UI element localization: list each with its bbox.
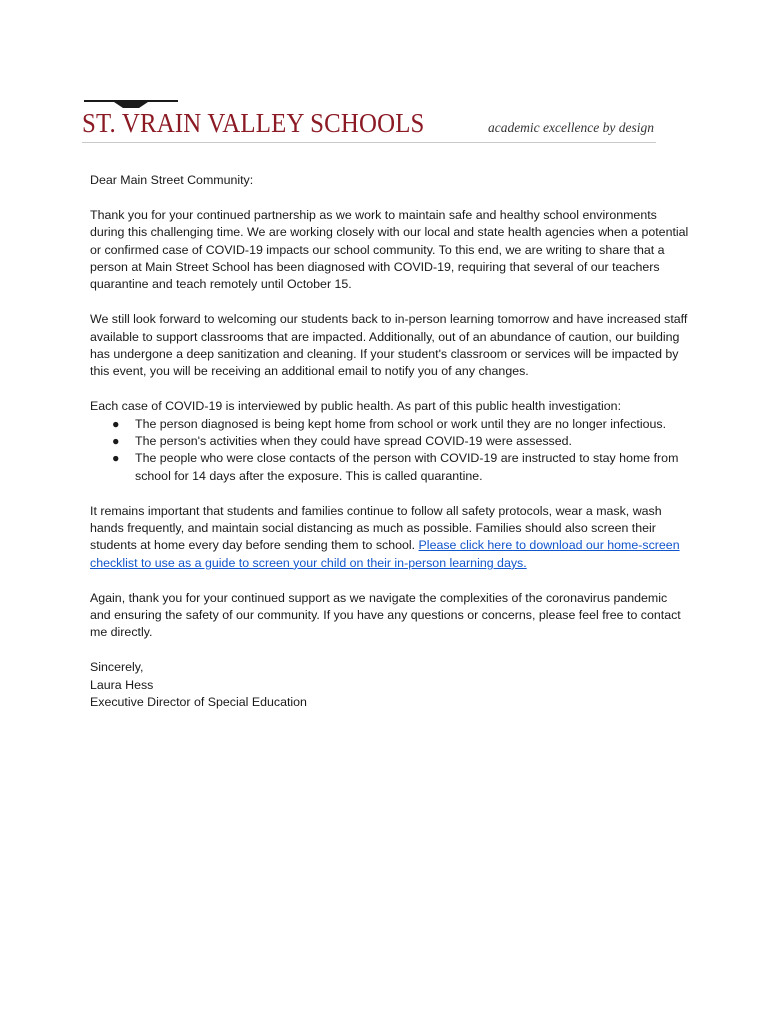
list-item-text: The person's activities when they could have spread COVID-19 were assessed.: [135, 434, 572, 449]
list-item: [90, 416, 690, 433]
letterhead-divider: [82, 142, 656, 143]
signer-name: Laura Hess: [90, 677, 154, 692]
district-tagline: academic excellence by design: [487, 120, 654, 135]
paragraph-4-text: It remains important that students and families continue to follow all safety protocols, wear a mask, wash hands frequently, and maintain social distancing as much as possible. Families should also screen their students at home every day before sending them to school.: [90, 503, 662, 553]
bullet-icon: ●: [112, 451, 120, 466]
bullet-icon: ●: [112, 434, 120, 449]
list-item-text: The people who were close contacts of the person with COVID-19 are instructed to stay home from school for 14 days after the exposure. This is called quarantine.: [135, 451, 679, 483]
letter-paragraph-4: [90, 503, 690, 573]
investigation-bullet-list: [90, 416, 690, 486]
checklist-download-link[interactable]: Please click here to download our home-screen checklist to use as a guide to screen your child on their in-person learning days.: [90, 538, 680, 570]
letter-paragraph-2: We still look forward to welcoming our students back to in-person learning tomorrow and have increased staff available to support classrooms that are impacted. Additionally, out of an abundance of caution, our building has undergone a deep sanitization and cleaning. If your student's classroom or services will be impacted by this event, you will be receiving an additional email to notify you of any changes.: [90, 312, 688, 379]
letter-greeting: Dear Main Street Community:: [90, 173, 254, 187]
letter-body: [90, 172, 690, 712]
signature-block: [90, 659, 690, 711]
closing-text: Sincerely,: [90, 660, 144, 675]
letter-paragraph-5: Again, thank you for your continued support as we navigate the complexities of the coronavirus pandemic and ensuring the safety of our community. If you have any questions or concerns, please feel free to contact me directly.: [90, 590, 681, 640]
signer-title: Executive Director of Special Education: [90, 695, 307, 710]
letter-paragraph-1: Thank you for your continued partnership as we work to maintain safe and healthy school environments during this challenging time. We are working closely with our local and state health agencies when a potential or confirmed case of COVID-19 impacts our school community. To this end, we are writing to share that a person at Main Street School has been diagnosed with COVID-19, requiring that several of our teachers quarantine and teach remotely until October 15.: [90, 207, 689, 292]
bullet-icon: ●: [112, 416, 120, 431]
letter-paragraph-3: Each case of COVID-19 is interviewed by public health. As part of this public health investigation:: [90, 399, 622, 414]
list-item-text: The person diagnosed is being kept home from school or work until they are no longer infectious.: [135, 416, 667, 431]
district-logo-text: ST. VRAIN VALLEY SCHOOLS: [82, 108, 425, 138]
list-item: [90, 433, 690, 450]
letterhead: [82, 96, 656, 146]
list-item: [90, 450, 690, 485]
